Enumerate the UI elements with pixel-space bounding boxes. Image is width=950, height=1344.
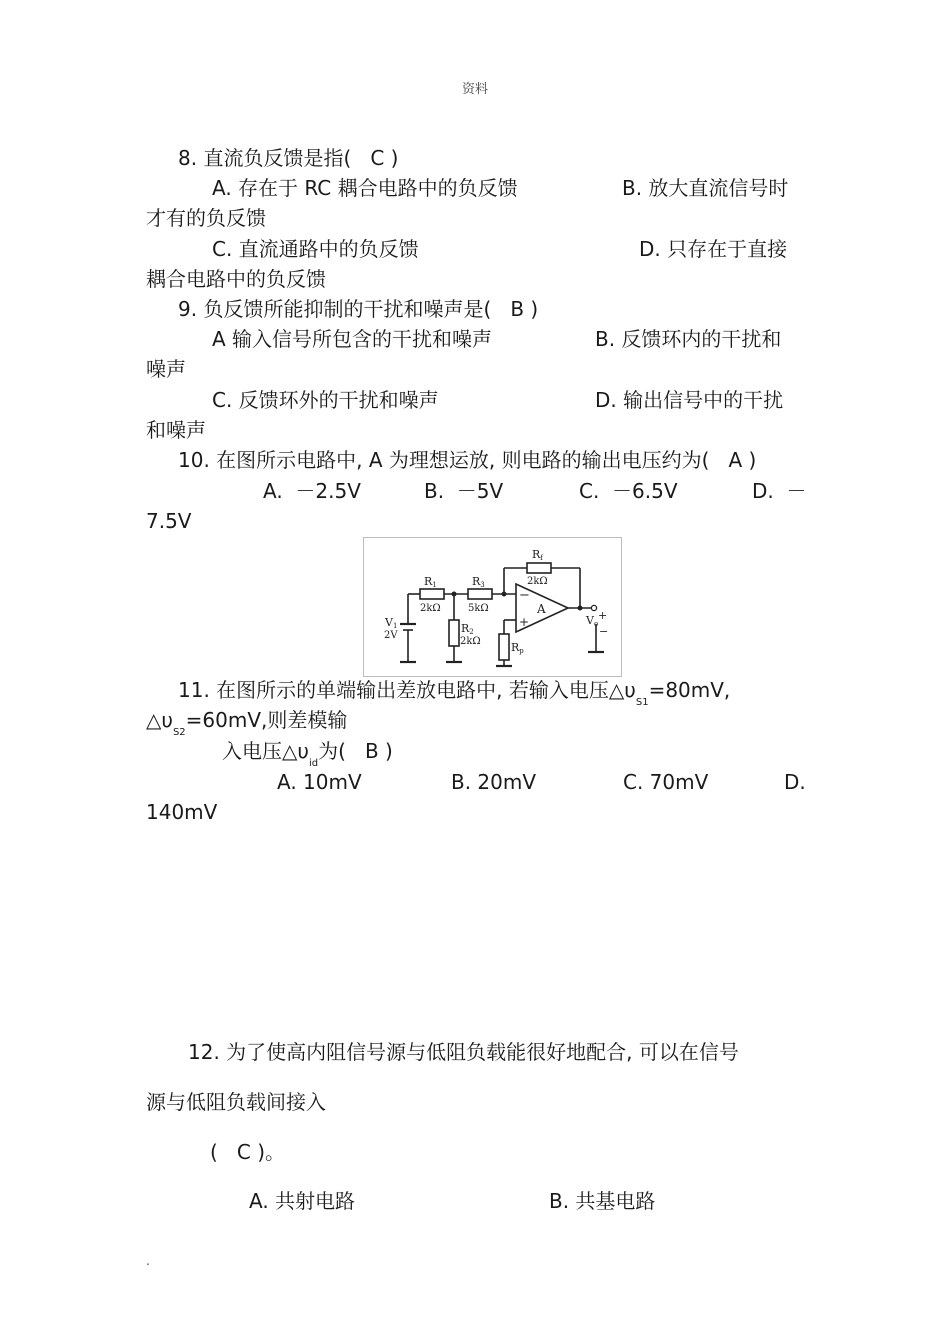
v1-value: 2V	[384, 630, 398, 641]
q12-option-b: B. 共基电路	[549, 1189, 656, 1213]
page-header: 资料	[461, 82, 488, 97]
rf-label: Rf	[532, 548, 543, 562]
q9-option-b: B. 反馈环内的干扰和	[595, 327, 782, 351]
amp-label: A	[537, 602, 546, 616]
q8-stem: 8. 直流负反馈是指( C )	[178, 146, 399, 170]
vo-minus: −	[599, 625, 609, 638]
vo-plus: +	[598, 609, 608, 622]
circuit-figure	[363, 537, 622, 677]
q10-option-d-cont: 7.5V	[146, 509, 192, 533]
q11-option-c: C. 70mV	[623, 770, 709, 794]
q8-option-b: B. 放大直流信号时	[622, 176, 789, 200]
q11-line2: $\triangle\upsilon_{S2}=60mV$,则差模输	[146, 708, 348, 738]
r2-value: 2kΩ	[460, 636, 481, 647]
v1-label: V1	[385, 616, 398, 630]
q9-option-d: D. 输出信号中的干扰	[595, 388, 784, 412]
rf-value: 2kΩ	[527, 576, 548, 587]
q9-option-a: A 输入信号所包含的干扰和噪声	[212, 327, 493, 351]
q10-stem: 10. 在图所示电路中, A 为理想运放, 则电路的输出电压约为( A )	[178, 448, 757, 472]
q11-option-b: B. 20mV	[451, 770, 537, 794]
vo-label: Vo	[586, 614, 599, 628]
q12-line1: 12. 为了使高内阻信号源与低阻负载能很好地配合, 可以在信号	[188, 1040, 739, 1064]
q10-option-d: D. －	[752, 479, 807, 503]
q11-line3: 入电压$\triangle\upsilon_{id}$为( B )	[222, 739, 393, 769]
q10-option-a: A. －2.5V	[263, 479, 361, 503]
q8-option-d: D. 只存在于直接	[639, 237, 788, 261]
q11-option-d: D.	[784, 770, 806, 794]
rp-label: Rp	[511, 641, 524, 655]
q8-option-c: C. 直流通路中的负反馈	[212, 237, 419, 261]
noninverting-input-sign: +	[519, 615, 530, 629]
r1-value: 2kΩ	[420, 603, 441, 614]
q9-option-b-cont: 噪声	[146, 357, 186, 381]
q10-option-c: C. －6.5V	[579, 479, 678, 503]
q10-option-b: B. －5V	[424, 479, 504, 503]
q8-option-b-cont: 才有的负反馈	[146, 206, 266, 230]
q9-option-d-cont: 和噪声	[146, 418, 206, 442]
q11-line1: 11. 在图所示的单端输出差放电路中, 若输入电压$\triangle\upsilon_{S1}=80mV$,	[178, 678, 731, 708]
inverting-input-sign: −	[519, 588, 530, 603]
q12-option-a: A. 共射电路	[249, 1189, 356, 1213]
footer-dot: .	[146, 1254, 150, 1268]
r3-label: R3	[472, 575, 485, 589]
r3-value: 5kΩ	[468, 603, 489, 614]
q9-stem: 9. 负反馈所能抑制的干扰和噪声是( B )	[178, 297, 539, 321]
q12-line2: 源与低阻负载间接入	[146, 1090, 326, 1114]
q8-option-d-cont: 耦合电路中的负反馈	[146, 267, 326, 291]
q12-line3: ( C )。	[210, 1140, 285, 1164]
q9-option-c: C. 反馈环外的干扰和噪声	[212, 388, 439, 412]
r1-label: R1	[424, 575, 437, 589]
r2-label: R2	[461, 622, 474, 636]
q11-option-d-cont: 140mV	[146, 800, 218, 824]
q8-option-a: A. 存在于 RC 耦合电路中的负反馈	[212, 176, 518, 200]
circuit-diagram	[364, 538, 621, 676]
q11-option-a: A. 10mV	[277, 770, 362, 794]
